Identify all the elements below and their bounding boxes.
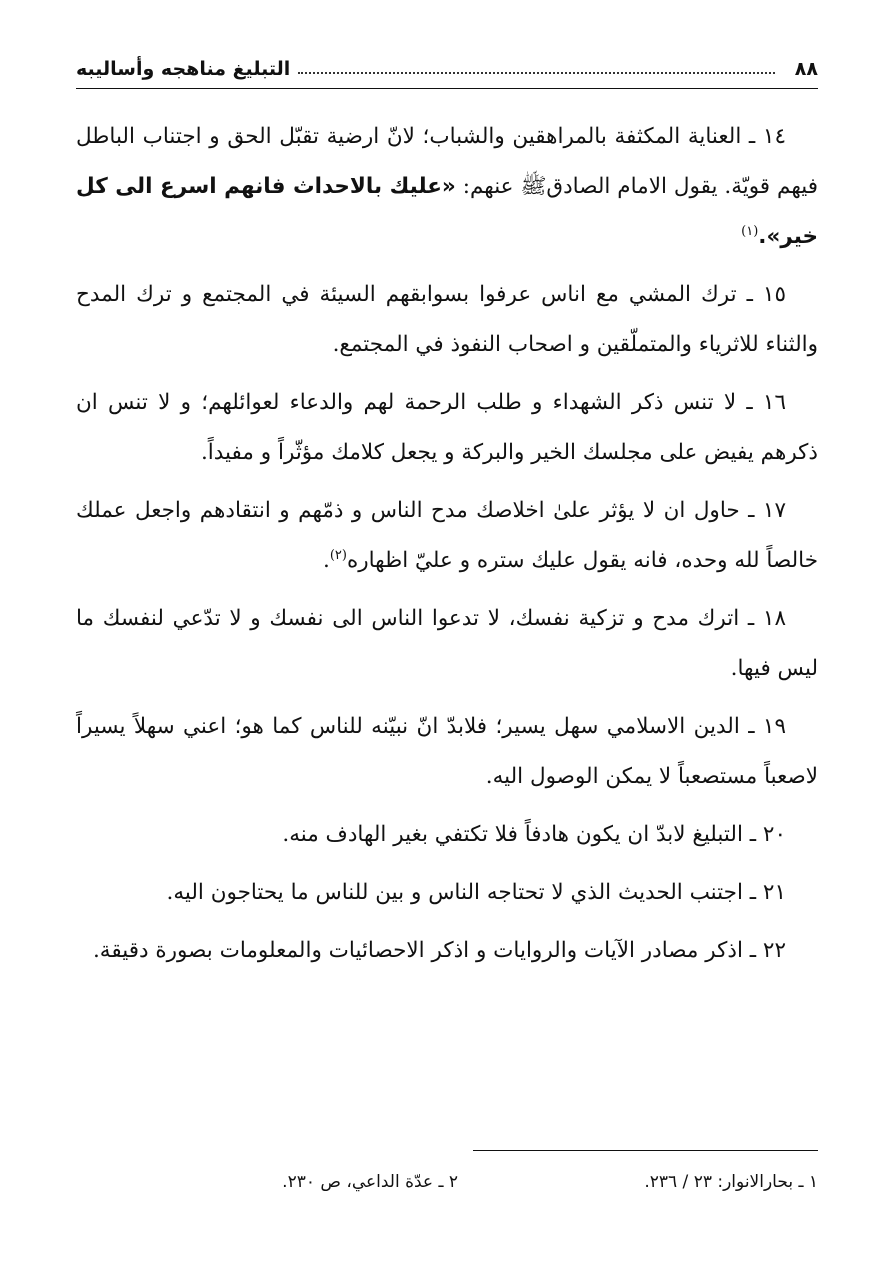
footnote-1: ١ ـ بحارالانوار: ٢٣ / ٢٣٦. [644, 1172, 818, 1192]
footnote-rule [473, 1150, 818, 1151]
paragraph-17 [76, 486, 818, 586]
paragraph-19: ١٩ ـ الدين الاسلامي سهل يسير؛ فلابدّ انّ نبيّنه للناس كما هو؛ اعني سهلاً يسيراً لاصعباً مستصعباً لا يمكن الوصول اليه. [76, 714, 818, 789]
paragraph-17-end: . [323, 548, 330, 573]
hadith-quote: «عليك بالاحداث فانهم اسرع الى كل خير». [76, 174, 818, 249]
header-dotted-leader [298, 72, 775, 74]
footnotes [76, 1172, 818, 1192]
paragraph-22: ٢٢ ـ اذكر مصادر الآيات والروايات و اذكر الاحصائيات والمعلومات بصورة دقيقة. [92, 938, 786, 963]
paragraph-17-text: ١٧ ـ حاول ان لا يؤثر علىٰ اخلاصك مدح الناس و ذمّهم و انتقادهم واجعل عملك خالصاً لله وحده، فانه يقول عليك ستره و عليّ اظهاره [76, 498, 818, 573]
paragraph-20: ٢٠ ـ التبليغ لابدّ ان يكون هادفاً فلا تكتفي بغير الهادف منه. [282, 822, 786, 847]
paragraph-14 [76, 112, 818, 262]
running-title: التبليغ مناهجه وأساليبه [76, 58, 291, 80]
paragraph-21: ٢١ ـ اجتنب الحديث الذي لا تحتاجه الناس و بين للناس ما يحتاجون اليه. [166, 880, 786, 905]
paragraph-16: ١٦ ـ لا تنس ذكر الشهداء و طلب الرحمة لهم والدعاء لعوائلهم؛ و لا تنس ان ذكرهم يفيض على مجلسك الخير والبركة و يجعل كلامك مؤثّراً و مفيداً. [76, 390, 818, 465]
footnote-ref-2: (٢) [329, 547, 347, 563]
footnote-2: ٢ ـ عدّة الداعي، ص ٢٣٠. [282, 1172, 458, 1192]
paragraph-15: ١٥ ـ ترك المشي مع اناس عرفوا بسوابقهم السيئة في المجتمع و ترك المدح والثناء للاثرياء والمتملّقين و اصحاب النفوذ في المجتمع. [76, 282, 818, 357]
page-header [76, 52, 818, 86]
header-rule [76, 88, 818, 89]
paragraph-18: ١٨ ـ اترك مدح و تزكية نفسك، لا تدعوا الناس الى نفسك و لا تدّعي لنفسك ما ليس فيها. [76, 606, 818, 681]
footnote-ref-1: (١) [741, 223, 759, 239]
body-text [76, 112, 818, 984]
page-number: ٨٨ [794, 58, 818, 80]
paragraph-14-text: ١٤ ـ العناية المكثفة بالمراهقين والشباب؛ لانّ ارضية تقبّل الحق و اجتناب الباطل فيهم قويّة. يقول الامام الصادقﷺ عنهم: [76, 124, 818, 199]
